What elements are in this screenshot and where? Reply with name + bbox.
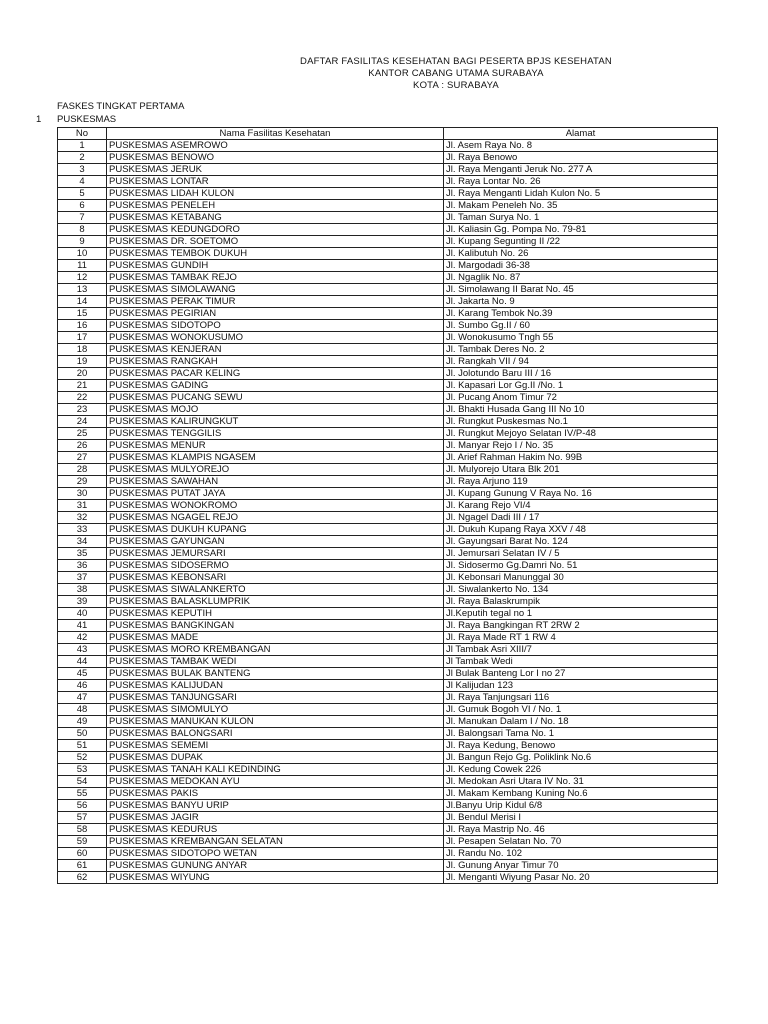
facility-address: Jl. Raya Mastrip No. 46 [444,824,718,836]
facility-name: PUSKESMAS SEMEMI [107,740,444,752]
table-row [58,704,718,716]
facility-name: PUSKESMAS KLAMPIS NGASEM [107,452,444,464]
row-number: 27 [58,452,107,464]
facility-address: Jl.Banyu Urip Kidul 6/8 [444,800,718,812]
row-number: 56 [58,800,107,812]
facility-address: Jl. Menganti Wiyung Pasar No. 20 [444,872,718,884]
table-row [58,548,718,560]
row-number: 41 [58,620,107,632]
row-number: 13 [58,284,107,296]
table-row [58,488,718,500]
facility-name: PUSKESMAS PENELEH [107,200,444,212]
column-header-no: No [58,128,107,140]
row-number: 14 [58,296,107,308]
row-number: 58 [58,824,107,836]
table-row [58,776,718,788]
city-name: KOTA : SURABAYA [413,80,499,91]
facility-name: PUSKESMAS TEMBOK DUKUH [107,248,444,260]
table-row [58,284,718,296]
table-row [58,308,718,320]
table-row [58,212,718,224]
subsection-number: 1 [36,114,42,125]
table-row [58,356,718,368]
facility-name: PUSKESMAS TANJUNGSARI [107,692,444,704]
facility-address: Jl. Margodadi 36-38 [444,260,718,272]
facility-address: Jl Tambak Wedi [444,656,718,668]
row-number: 34 [58,536,107,548]
facility-name: PUSKESMAS MEDOKAN AYU [107,776,444,788]
row-number: 59 [58,836,107,848]
facility-name: PUSKESMAS WONOKUSUMO [107,332,444,344]
row-number: 11 [58,260,107,272]
row-number: 37 [58,572,107,584]
row-number: 49 [58,716,107,728]
facility-name: PUSKESMAS MENUR [107,440,444,452]
row-number: 55 [58,788,107,800]
facility-address: Jl. Kaliasin Gg. Pompa No. 79-81 [444,224,718,236]
facility-address: Jl. Raya Tanjungsari 116 [444,692,718,704]
facility-name: PUSKESMAS TAMBAK WEDI [107,656,444,668]
row-number: 30 [58,488,107,500]
facility-address: Jl. Karang Rejo VI/4 [444,500,718,512]
facility-name: PUSKESMAS KALIRUNGKUT [107,416,444,428]
facility-address: Jl. Raya Menganti Lidah Kulon No. 5 [444,188,718,200]
row-number: 23 [58,404,107,416]
facility-name: PUSKESMAS NGAGEL REJO [107,512,444,524]
table-row [58,716,718,728]
row-number: 25 [58,428,107,440]
facility-address: Jl Bulak Banteng Lor I no 27 [444,668,718,680]
table-row [58,632,718,644]
facility-address: Jl. Bangun Rejo Gg. Poliklink No.6 [444,752,718,764]
row-number: 7 [58,212,107,224]
table-row [58,176,718,188]
row-number: 33 [58,524,107,536]
row-number: 21 [58,380,107,392]
table-row [58,200,718,212]
column-header-address: Alamat [444,128,718,140]
facility-name: PUSKESMAS DUKUH KUPANG [107,524,444,536]
facility-address: Jl. Bendul Merisi I [444,812,718,824]
column-header-name: Nama Fasilitas Kesehatan [107,128,444,140]
row-number: 12 [58,272,107,284]
facility-address: Jl. Manyar Rejo I / No. 35 [444,440,718,452]
row-number: 46 [58,680,107,692]
table-row [58,248,718,260]
facility-address: Jl. Makam Peneleh No. 35 [444,200,718,212]
facility-name: PUSKESMAS WIYUNG [107,872,444,884]
table-row [58,668,718,680]
facility-address: Jl. Makam Kembang Kuning No.6 [444,788,718,800]
row-number: 52 [58,752,107,764]
facility-name: PUSKESMAS BULAK BANTENG [107,668,444,680]
row-number: 28 [58,464,107,476]
row-number: 38 [58,584,107,596]
facility-name: PUSKESMAS GAYUNGAN [107,536,444,548]
row-number: 26 [58,440,107,452]
subsection-title: PUSKESMAS [57,114,117,125]
table-row [58,164,718,176]
facility-address: Jl. Sidosermo Gg.Damri No. 51 [444,560,718,572]
row-number: 57 [58,812,107,824]
table-row [58,368,718,380]
row-number: 6 [58,200,107,212]
facility-address: Jl. Kedung Cowek 226 [444,764,718,776]
table-row [58,296,718,308]
facility-name: PUSKESMAS DUPAK [107,752,444,764]
table-row [58,740,718,752]
facility-address: Jl. Raya Benowo [444,152,718,164]
row-number: 18 [58,344,107,356]
table-row [58,692,718,704]
facility-name: PUSKESMAS PEGIRIAN [107,308,444,320]
facility-address: Jl. Jemursari Selatan IV / 5 [444,548,718,560]
table-row [58,440,718,452]
table-row [58,140,718,152]
table-row [58,656,718,668]
facility-address: Jl. Arief Rahman Hakim No. 99B [444,452,718,464]
row-number: 61 [58,860,107,872]
facility-name: PUSKESMAS KEBONSARI [107,572,444,584]
facility-address: Jl. Rangkah VII / 94 [444,356,718,368]
table-row [58,800,718,812]
facility-name: PUSKESMAS KETABANG [107,212,444,224]
table-row [58,500,718,512]
facility-name: PUSKESMAS KENJERAN [107,344,444,356]
row-number: 32 [58,512,107,524]
facility-address: Jl. Medokan Asri Utara IV No. 31 [444,776,718,788]
facility-name: PUSKESMAS PAKIS [107,788,444,800]
table-row [58,620,718,632]
table-row [58,764,718,776]
facility-address: Jl. Gunung Anyar Timur 70 [444,860,718,872]
facility-address: Jl. Balongsari Tama No. 1 [444,728,718,740]
facility-address: Jl. Ngagel Dadi III / 17 [444,512,718,524]
facility-address: Jl. Raya Arjuno 119 [444,476,718,488]
facility-name: PUSKESMAS GUNDIH [107,260,444,272]
facility-address: Jl. Gumuk Bogoh VI / No. 1 [444,704,718,716]
table-header-row [58,128,718,140]
facility-name: PUSKESMAS RANGKAH [107,356,444,368]
row-number: 1 [58,140,107,152]
row-number: 15 [58,308,107,320]
facility-name: PUSKESMAS JAGIR [107,812,444,824]
row-number: 35 [58,548,107,560]
table-row [58,224,718,236]
facility-address: Jl. Raya Balaskrumpik [444,596,718,608]
facility-address: Jl. Kupang Segunting II /22 [444,236,718,248]
facility-name: PUSKESMAS PUCANG SEWU [107,392,444,404]
facility-name: PUSKESMAS PERAK TIMUR [107,296,444,308]
table-row [58,380,718,392]
facility-name: PUSKESMAS SAWAHAN [107,476,444,488]
table-row [58,608,718,620]
table-row [58,392,718,404]
table-row [58,584,718,596]
facility-address: Jl. Randu No. 102 [444,848,718,860]
table-row [58,872,718,884]
facility-name: PUSKESMAS PACAR KELING [107,368,444,380]
row-number: 19 [58,356,107,368]
row-number: 22 [58,392,107,404]
row-number: 3 [58,164,107,176]
table-row [58,260,718,272]
facility-name: PUSKESMAS JEMURSARI [107,548,444,560]
table-row [58,188,718,200]
facility-name: PUSKESMAS TENGGILIS [107,428,444,440]
facility-address: Jl. Pucang Anom Timur 72 [444,392,718,404]
facility-address: Jl. Sumbo Gg.II / 60 [444,320,718,332]
table-row [58,344,718,356]
facility-address: Jl. Raya Lontar No. 26 [444,176,718,188]
facility-address: Jl. Raya Made RT 1 RW 4 [444,632,718,644]
table-row [58,404,718,416]
facility-address: Jl. Rungkut Puskesmas No.1 [444,416,718,428]
row-number: 53 [58,764,107,776]
row-number: 51 [58,740,107,752]
facility-address: Jl. Ngaglik No. 87 [444,272,718,284]
facility-address: Jl. Kalibutuh No. 26 [444,248,718,260]
row-number: 39 [58,596,107,608]
facility-address: Jl. Dukuh Kupang Raya XXV / 48 [444,524,718,536]
row-number: 2 [58,152,107,164]
facility-address: Jl. Pesapen Selatan No. 70 [444,836,718,848]
row-number: 16 [58,320,107,332]
facility-name: PUSKESMAS KEPUTIH [107,608,444,620]
row-number: 17 [58,332,107,344]
table-row [58,836,718,848]
facility-address: Jl.Keputih tegal no 1 [444,608,718,620]
table-row [58,752,718,764]
facility-name: PUSKESMAS DR. SOETOMO [107,236,444,248]
facility-name: PUSKESMAS MADE [107,632,444,644]
table-row [58,272,718,284]
table-row [58,524,718,536]
facility-name: PUSKESMAS BALONGSARI [107,728,444,740]
row-number: 62 [58,872,107,884]
facility-address: Jl. Kebonsari Manunggal 30 [444,572,718,584]
facility-address: Jl. Asem Raya No. 8 [444,140,718,152]
row-number: 42 [58,632,107,644]
facility-name: PUSKESMAS SIMOMULYO [107,704,444,716]
facility-name: PUSKESMAS KREMBANGAN SELATAN [107,836,444,848]
table-row [58,572,718,584]
row-number: 8 [58,224,107,236]
facility-name: PUSKESMAS BENOWO [107,152,444,164]
facility-name: PUSKESMAS SIDOTOPO [107,320,444,332]
table-row [58,848,718,860]
table-row [58,152,718,164]
row-number: 44 [58,656,107,668]
facility-address: Jl. Jolotundo Baru III / 16 [444,368,718,380]
facility-table [57,127,718,884]
table-row [58,680,718,692]
facility-name: PUSKESMAS BANYU URIP [107,800,444,812]
table-row [58,476,718,488]
table-row [58,464,718,476]
facility-name: PUSKESMAS MULYOREJO [107,464,444,476]
facility-name: PUSKESMAS TANAH KALI KEDINDING [107,764,444,776]
facility-address: Jl. Raya Bangkingan RT 2RW 2 [444,620,718,632]
facility-name: PUSKESMAS ASEMROWO [107,140,444,152]
row-number: 20 [58,368,107,380]
table-row [58,416,718,428]
facility-name: PUSKESMAS LONTAR [107,176,444,188]
table-row [58,860,718,872]
row-number: 10 [58,248,107,260]
facility-address: Jl. Raya Kedung, Benowo [444,740,718,752]
table-row [58,788,718,800]
row-number: 45 [58,668,107,680]
facility-address: Jl. Mulyorejo Utara Blk 201 [444,464,718,476]
facility-address: Jl Tambak Asri XIII/7 [444,644,718,656]
row-number: 60 [58,848,107,860]
facility-address: Jl. Kupang Gunung V Raya No. 16 [444,488,718,500]
facility-address: Jl. Kapasari Lor Gg.II /No. 1 [444,380,718,392]
row-number: 50 [58,728,107,740]
table-row [58,512,718,524]
facility-address: Jl. Siwalankerto No. 134 [444,584,718,596]
row-number: 43 [58,644,107,656]
table-row [58,644,718,656]
facility-address: Jl. Tambak Deres No. 2 [444,344,718,356]
table-row [58,320,718,332]
facility-name: PUSKESMAS SIMOLAWANG [107,284,444,296]
facility-address: Jl. Karang Tembok No.39 [444,308,718,320]
row-number: 4 [58,176,107,188]
table-row [58,596,718,608]
facility-address: Jl. Taman Surya No. 1 [444,212,718,224]
facility-name: PUSKESMAS KALIJUDAN [107,680,444,692]
facility-name: PUSKESMAS MANUKAN KULON [107,716,444,728]
table-row [58,560,718,572]
facility-name: PUSKESMAS SIDOSERMO [107,560,444,572]
facility-address: Jl Kalijudan 123 [444,680,718,692]
facility-name: PUSKESMAS JERUK [107,164,444,176]
facility-address: Jl. Wonokusumo Tngh 55 [444,332,718,344]
row-number: 29 [58,476,107,488]
facility-address: Jl. Simolawang II Barat No. 45 [444,284,718,296]
table-row [58,428,718,440]
row-number: 31 [58,500,107,512]
facility-name: PUSKESMAS WONOKROMO [107,500,444,512]
row-number: 40 [58,608,107,620]
facility-name: PUSKESMAS SIDOTOPO WETAN [107,848,444,860]
facility-name: PUSKESMAS TAMBAK REJO [107,272,444,284]
row-number: 5 [58,188,107,200]
facility-name: PUSKESMAS LIDAH KULON [107,188,444,200]
facility-address: Jl. Bhakti Husada Gang III No 10 [444,404,718,416]
facility-name: PUSKESMAS MORO KREMBANGAN [107,644,444,656]
facility-address: Jl. Rungkut Mejoyo Selatan IV/P-48 [444,428,718,440]
row-number: 54 [58,776,107,788]
table-row [58,824,718,836]
row-number: 48 [58,704,107,716]
facility-name: PUSKESMAS BANGKINGAN [107,620,444,632]
facility-name: PUSKESMAS GUNUNG ANYAR [107,860,444,872]
facility-name: PUSKESMAS GADING [107,380,444,392]
facility-name: PUSKESMAS SIWALANKERTO [107,584,444,596]
facility-name: PUSKESMAS KEDUNGDORO [107,224,444,236]
table-row [58,812,718,824]
facility-address: Jl. Jakarta No. 9 [444,296,718,308]
table-row [58,536,718,548]
facility-name: PUSKESMAS PUTAT JAYA [107,488,444,500]
facility-address: Jl. Manukan Dalam I / No. 18 [444,716,718,728]
table-row [58,452,718,464]
table-row [58,236,718,248]
facility-address: Jl. Raya Menganti Jeruk No. 277 A [444,164,718,176]
document-title: DAFTAR FASILITAS KESEHATAN BAGI PESERTA BPJS KESEHATAN [300,56,612,67]
row-number: 9 [58,236,107,248]
row-number: 36 [58,560,107,572]
office-name: KANTOR CABANG UTAMA SURABAYA [368,68,544,79]
facility-name: PUSKESMAS MOJO [107,404,444,416]
section-title: FASKES TINGKAT PERTAMA [57,101,185,112]
facility-name: PUSKESMAS KEDURUS [107,824,444,836]
facility-address: Jl. Gayungsari Barat No. 124 [444,536,718,548]
facility-name: PUSKESMAS BALASKLUMPRIK [107,596,444,608]
row-number: 47 [58,692,107,704]
row-number: 24 [58,416,107,428]
table-row [58,728,718,740]
table-row [58,332,718,344]
